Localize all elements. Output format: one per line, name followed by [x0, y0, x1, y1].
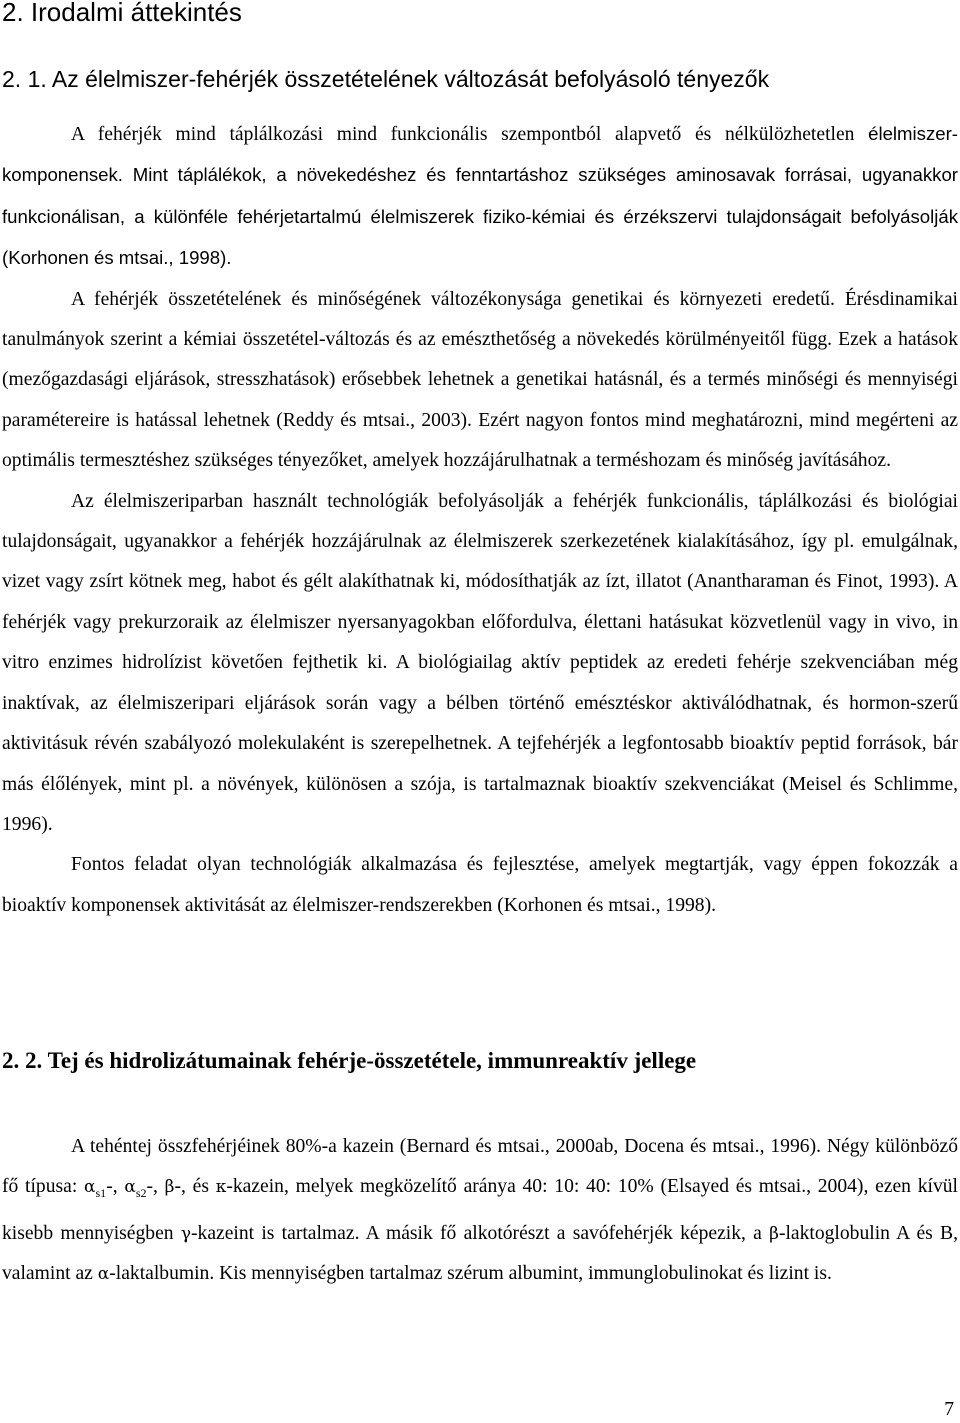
- paragraph-5: [2, 1127, 958, 1295]
- paragraph-5-part-d: -laktoglobulin A és B, valamint az: [2, 1222, 958, 1285]
- paragraph-2: A fehérjék összetételének és minőségének változékonysága genetikai és környezeti eredetű. Érésdinamikai tanulmányok szerint a kémiai összetétel-változás és az emészthetőség a növekedés körülményeitől függ. Ezek a hatások (mezőgazdasági eljárások, stresszhatások) erősebbek lehetnek a genetikai hatásnál, és a termés minőségi és mennyiségi paramétereire is hatással lehetnek (Reddy és mtsai., 2003). Ezért nagyon fontos mind meghatározni, mind megérteni az optimális termesztéshez szükséges tényezőket, amelyek hozzájárulhatnak a terméshozam és minőség javításához.: [2, 288, 958, 472]
- alpha-symbol: α: [97, 1264, 110, 1285]
- paragraph-5-part-a: A tehéntej összfehérjéinek 80%-a kazein (Bernard és mtsai., 2000ab, Docena és mtsai., 1996). Négy különböző fő típusa:: [2, 1136, 958, 1198]
- separator-3: -, és: [174, 1176, 216, 1198]
- paragraph-1-serif-part: A fehérjék mind táplálkozási mind funkcionális szempontból alapvető és nélkülözhetetlen: [71, 124, 869, 145]
- separator-1: -,: [106, 1176, 125, 1198]
- section-2-title: 2. 2. Tej és hidrolizátumainak fehérje-összetétele, immunreaktív jellege: [2, 1048, 697, 1073]
- paragraph-1-sans-part: élelmiszer-komponensek. Mint táplálékok, a növekedéshez és fenntartáshoz szükséges aminosavak forrásai, ugyanakkor funkcionálisan, a különféle fehérjetartalmú élelmiszerek fiziko-kémiai és érzékszervi tulajdonságait befolyásolják (Korhonen és mtsai., 1998).: [2, 123, 958, 269]
- kappa-symbol: κ: [215, 1177, 227, 1198]
- paragraph-3: Az élelmiszeriparban használt technológiák befolyásolják a fehérjék funkcionális, táplálkozási és biológiai tulajdonságait, ugyanakkor a fehérjék hozzájárulnak az élelmiszerek szerkezetének kialakításához, így pl. emulgálnak, vizet vagy zsírt kötnek meg, habot és gélt alakíthatnak ki, módosíthatják az ízt, illatot (Anantharaman és Finot, 1993). A fehérjék vagy prekurzoraik az élelmiszer nyersanyagokban előfordulva, élettani hatásukat közvetlenül vagy in vivo, in vitro enzimes hidrolízist követően fejthetik ki. A biológiailag aktív peptidek az eredeti fehérje szekvenciában még inaktívak, az élelmiszeripari eljárások során vagy a bélben történő emésztéskor aktiválódhatnak, és hormon-szerű aktivitásuk révén szabályozó molekulaként is szerepelhetnek. A tejfehérjék a legfontosabb bioaktív peptid források, bár más élőlények, mint pl. a növények, különösen a szója, is tartalmaznak bioaktív szekvenciákat (Meisel és Schlimme, 1996).: [2, 490, 958, 835]
- section-1-title: 2. 1. Az élelmiszer-fehérjék összetételének változását befolyásoló tényezők: [2, 66, 770, 92]
- section-1-body: [2, 114, 958, 926]
- section-2-body: [2, 1127, 958, 1295]
- beta-symbol: β: [164, 1177, 175, 1198]
- alpha-symbol: α: [124, 1177, 136, 1198]
- alpha-symbol: α: [84, 1177, 96, 1198]
- chapter-title: 2. Irodalmi áttekintés: [2, 0, 242, 27]
- paragraph-4: Fontos feladat olyan technológiák alkalmazása és fejlesztése, amelyek megtartják, vagy éppen fokozzák a bioaktív komponensek aktivitását az élelmiszer-rendszerekben (Korhonen és mtsai., 1998).: [2, 854, 958, 916]
- paragraph-5-part-b: -kazein, melyek megközelítő aránya 40: 10: 40: 10% (Elsayed és mtsai., 2004), ezen kívül kisebb mennyiségben: [2, 1176, 958, 1244]
- subscript-s2: s2: [135, 1186, 147, 1201]
- subscript-s1: s1: [95, 1186, 107, 1201]
- paragraph-1: [2, 114, 958, 280]
- page-number: 7: [944, 1399, 954, 1420]
- paragraph-5-part-c: -kazeint is tartalmaz. A másik fő alkotórészt a savófehérjék képezik, a: [191, 1222, 770, 1244]
- gamma-symbol: γ: [180, 1223, 192, 1244]
- separator-2: -,: [146, 1176, 165, 1198]
- paragraph-5-part-e: -laktalbumin. Kis mennyiségben tartalmaz szérum albumint, immunglobulinokat és lizint is.: [109, 1263, 832, 1285]
- beta-symbol: β: [769, 1223, 779, 1244]
